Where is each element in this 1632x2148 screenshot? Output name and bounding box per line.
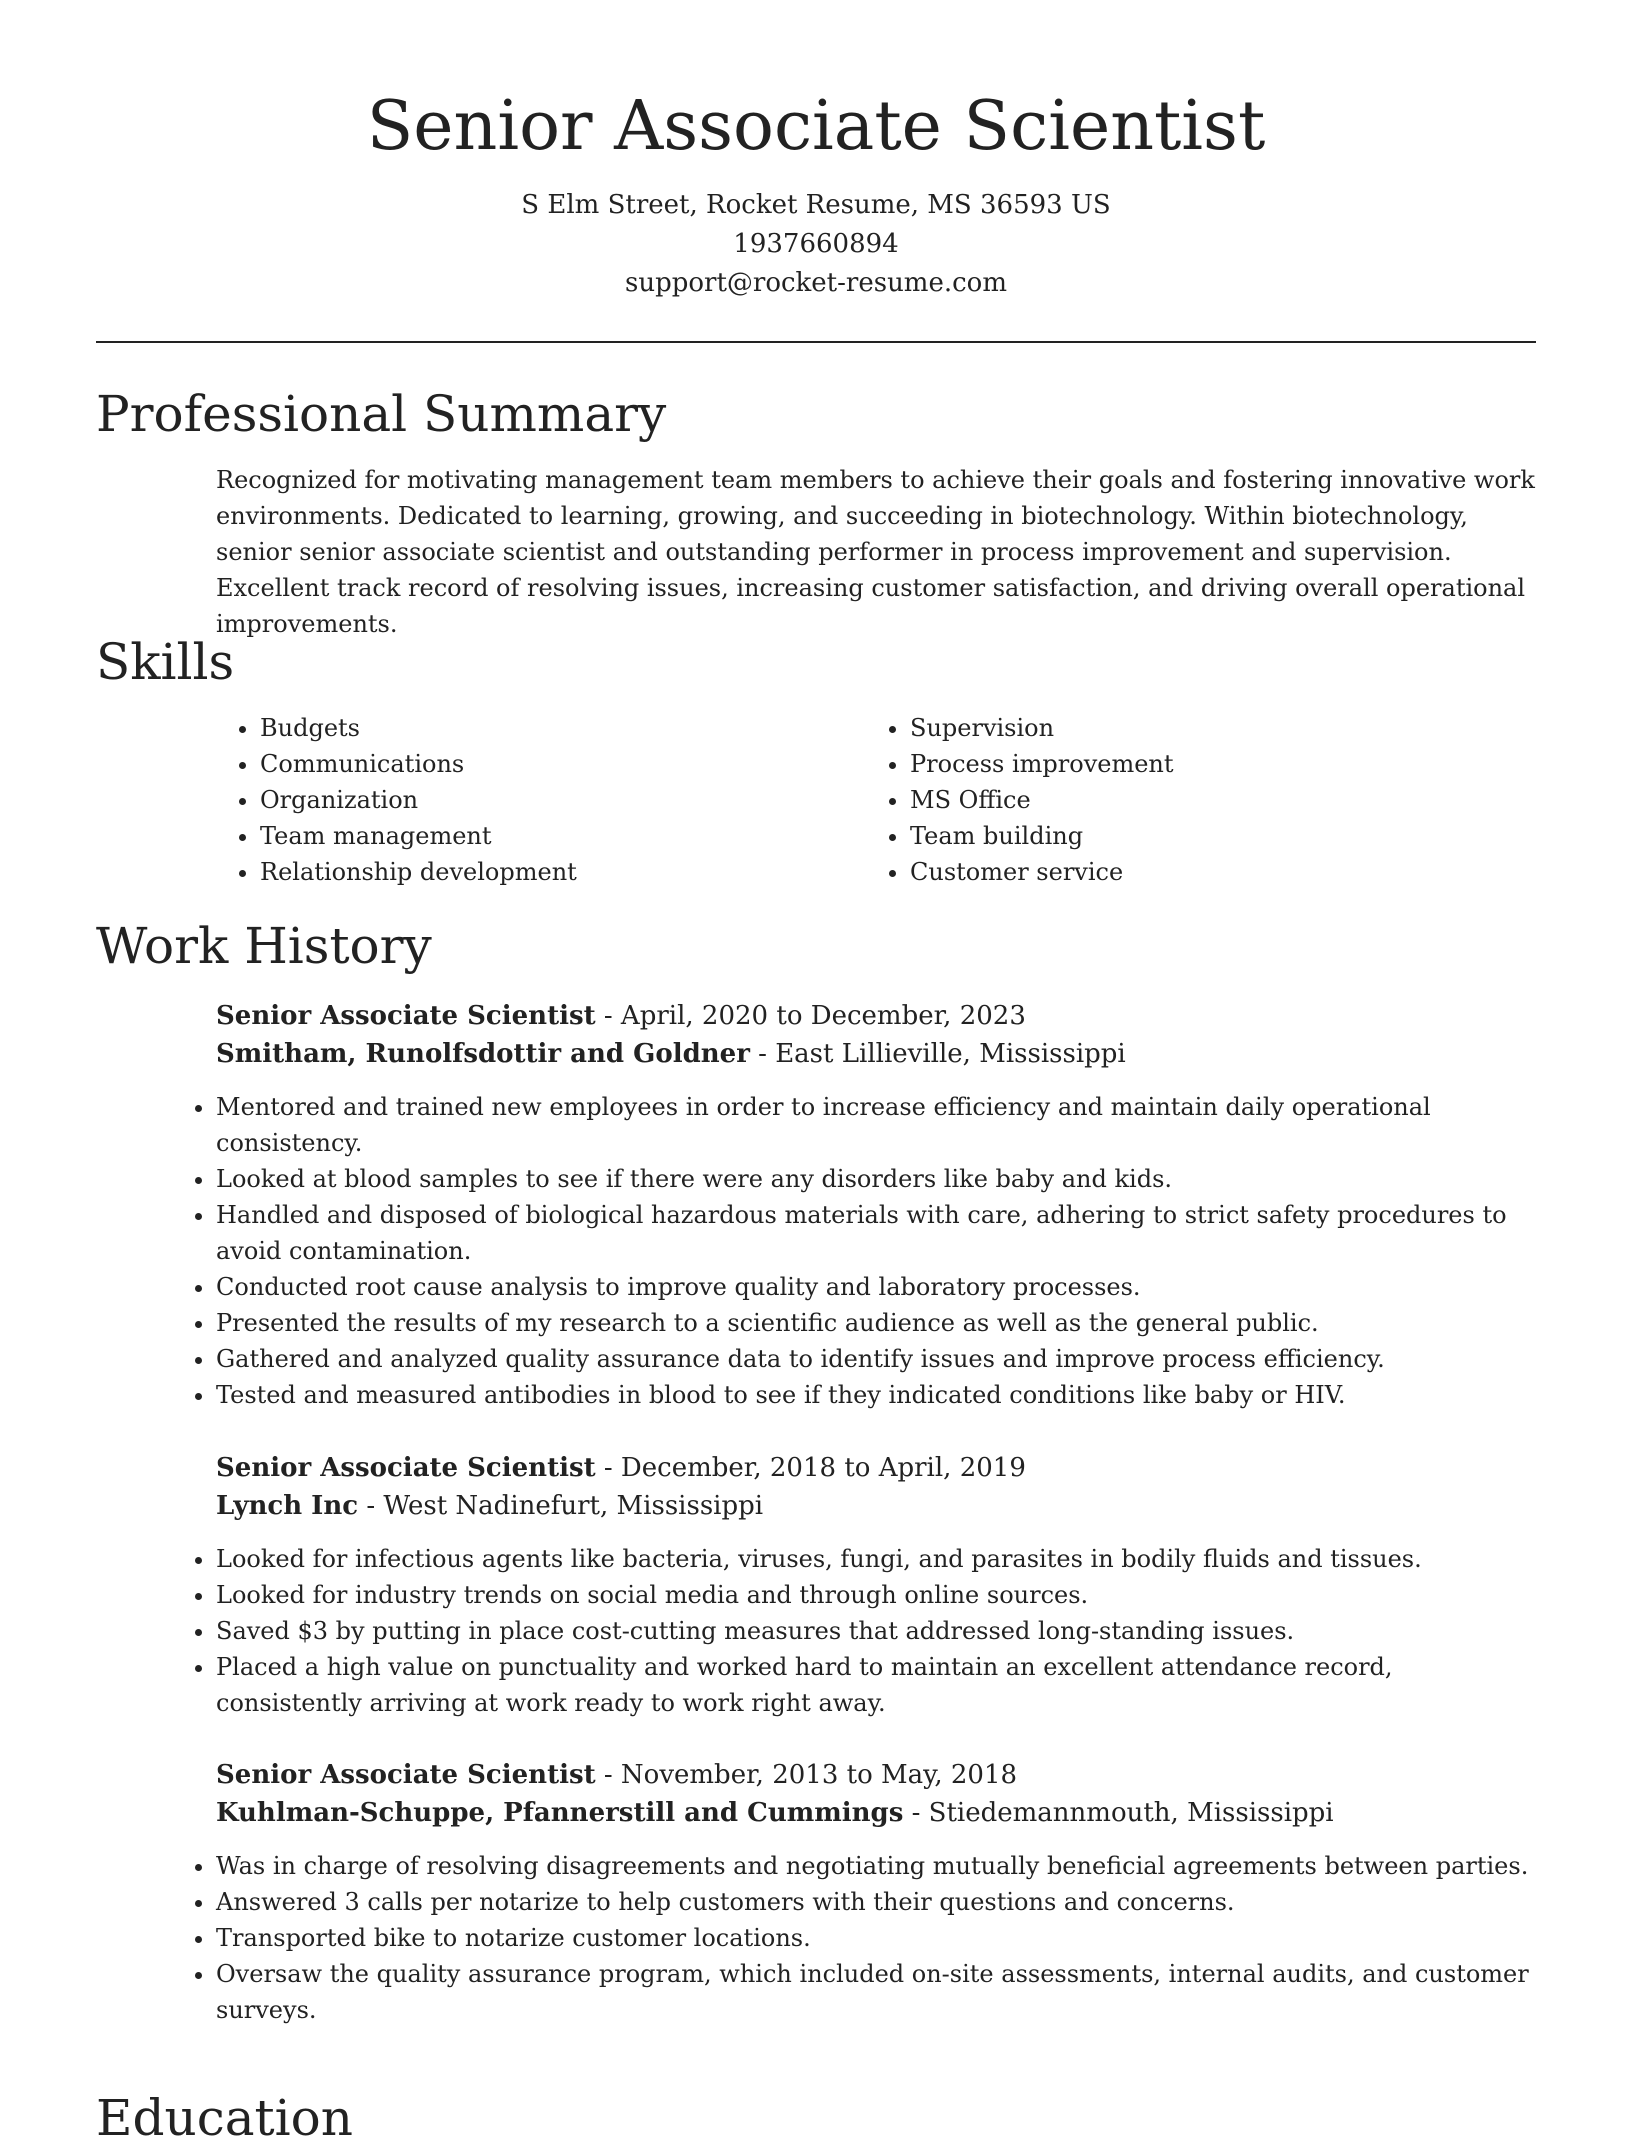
skills-right-column xyxy=(866,710,1466,890)
job-dates: - December, 2018 to April, 2019 xyxy=(595,1453,1026,1483)
job-location: - Stiedemannmouth, Mississippi xyxy=(903,1798,1334,1828)
job-company-line xyxy=(216,1035,1536,1073)
job-bullet: • Gathered and analyzed quality assurance data to identify issues and improve process efficiency. xyxy=(216,1341,1536,1377)
job-entry xyxy=(216,997,1536,1413)
job-bullet: • Tested and measured antibodies in blood to see if they indicated conditions like baby or HIV. xyxy=(216,1377,1536,1413)
job-bullet: • Mentored and trained new employees in order to increase efficiency and maintain daily operational consistency. xyxy=(216,1089,1536,1161)
contact-phone: 1937660894 xyxy=(733,229,899,259)
skill-item: • Team building xyxy=(910,818,1466,854)
job-role: Senior Associate Scientist xyxy=(216,1760,596,1790)
job-bullet: • Looked at blood samples to see if there were any disorders like baby and kids. xyxy=(216,1161,1536,1197)
education-title: Education xyxy=(96,2089,353,2147)
summary-text: Recognized for motivating management team members to achieve their goals and fostering innovative work environments. Dedicated to learning, growing, and succeeding in biotechnology. Within biotechnology, senior senior associate scientist and outstanding performer in process improvement and supervision. Excellent track record of resolving issues, increasing customer satisfaction, and driving overall operational improvements. xyxy=(216,466,1535,638)
skill-item: • Customer service xyxy=(910,854,1466,890)
job-bullet: • Answered 3 calls per notarize to help customers with their questions and concerns. xyxy=(216,1884,1536,1920)
job-company-line xyxy=(216,1487,1536,1525)
job-location: - West Nadinefurt, Mississippi xyxy=(358,1491,764,1521)
job-company: Lynch Inc xyxy=(216,1491,359,1521)
job-role: Senior Associate Scientist xyxy=(216,1453,596,1483)
job-dates: - November, 2013 to May, 2018 xyxy=(595,1760,1018,1790)
contact-email: support@rocket-resume.com xyxy=(624,268,1007,298)
job-bullet: • Conducted root cause analysis to improve quality and laboratory processes. xyxy=(216,1269,1536,1305)
skills-left-column xyxy=(216,710,816,890)
job-title-line xyxy=(216,1449,1536,1487)
job-bullet: • Looked for industry trends on social media and through online sources. xyxy=(216,1577,1536,1613)
job-bullet: • Handled and disposed of biological hazardous materials with care, adhering to strict safety procedures to avoid contamination. xyxy=(216,1197,1536,1269)
skill-item: • Organization xyxy=(260,782,816,818)
job-entry xyxy=(216,1756,1536,2028)
job-title-line xyxy=(216,1756,1536,1794)
job-dates: - April, 2020 to December, 2023 xyxy=(595,1001,1026,1031)
job-bullets xyxy=(172,1541,1536,1721)
skill-item: • Supervision xyxy=(910,710,1466,746)
skill-item: • Process improvement xyxy=(910,746,1466,782)
job-bullet: • Presented the results of my research to a scientific audience as well as the general public. xyxy=(216,1305,1536,1341)
job-title-line xyxy=(216,997,1536,1035)
summary-title: Professional Summary xyxy=(96,385,667,443)
job-role: Senior Associate Scientist xyxy=(216,1001,596,1031)
contact-block xyxy=(96,186,1536,303)
contact-address: S Elm Street, Rocket Resume, MS 36593 US xyxy=(521,190,1111,220)
skill-item: • Team management xyxy=(260,818,816,854)
skill-item: • Communications xyxy=(260,746,816,782)
skills-title: Skills xyxy=(96,633,235,691)
job-bullet: • Oversaw the quality assurance program, which included on-site assessments, internal audits, and customer surveys. xyxy=(216,1956,1536,2028)
job-bullets xyxy=(172,1089,1536,1413)
job-entry xyxy=(216,1449,1536,1721)
skill-item: • Budgets xyxy=(260,710,816,746)
job-location: - East Lillieville, Mississippi xyxy=(749,1039,1126,1069)
job-company-line xyxy=(216,1794,1536,1832)
job-bullet: • Looked for infectious agents like bacteria, viruses, fungi, and parasites in bodily fluids and tissues. xyxy=(216,1541,1536,1577)
work-history-title: Work History xyxy=(96,917,432,975)
job-bullets xyxy=(172,1848,1536,2028)
job-bullet: • Was in charge of resolving disagreements and negotiating mutually beneficial agreements between parties. xyxy=(216,1848,1536,1884)
job-company: Kuhlman-Schuppe, Pfannerstill and Cummings xyxy=(216,1798,904,1828)
job-bullet: • Transported bike to notarize customer locations. xyxy=(216,1920,1536,1956)
header-divider xyxy=(96,341,1536,343)
resume-header xyxy=(96,84,1536,303)
skill-item: • MS Office xyxy=(910,782,1466,818)
job-company: Smitham, Runolfsdottir and Goldner xyxy=(216,1039,750,1069)
job-bullet: • Placed a high value on punctuality and worked hard to maintain an excellent attendance record, consistently arriving at work ready to work right away. xyxy=(216,1649,1536,1721)
candidate-name: Senior Associate Scientist xyxy=(366,87,1266,166)
job-bullet: • Saved $3 by putting in place cost-cutting measures that addressed long-standing issues. xyxy=(216,1613,1536,1649)
skill-item: • Relationship development xyxy=(260,854,816,890)
